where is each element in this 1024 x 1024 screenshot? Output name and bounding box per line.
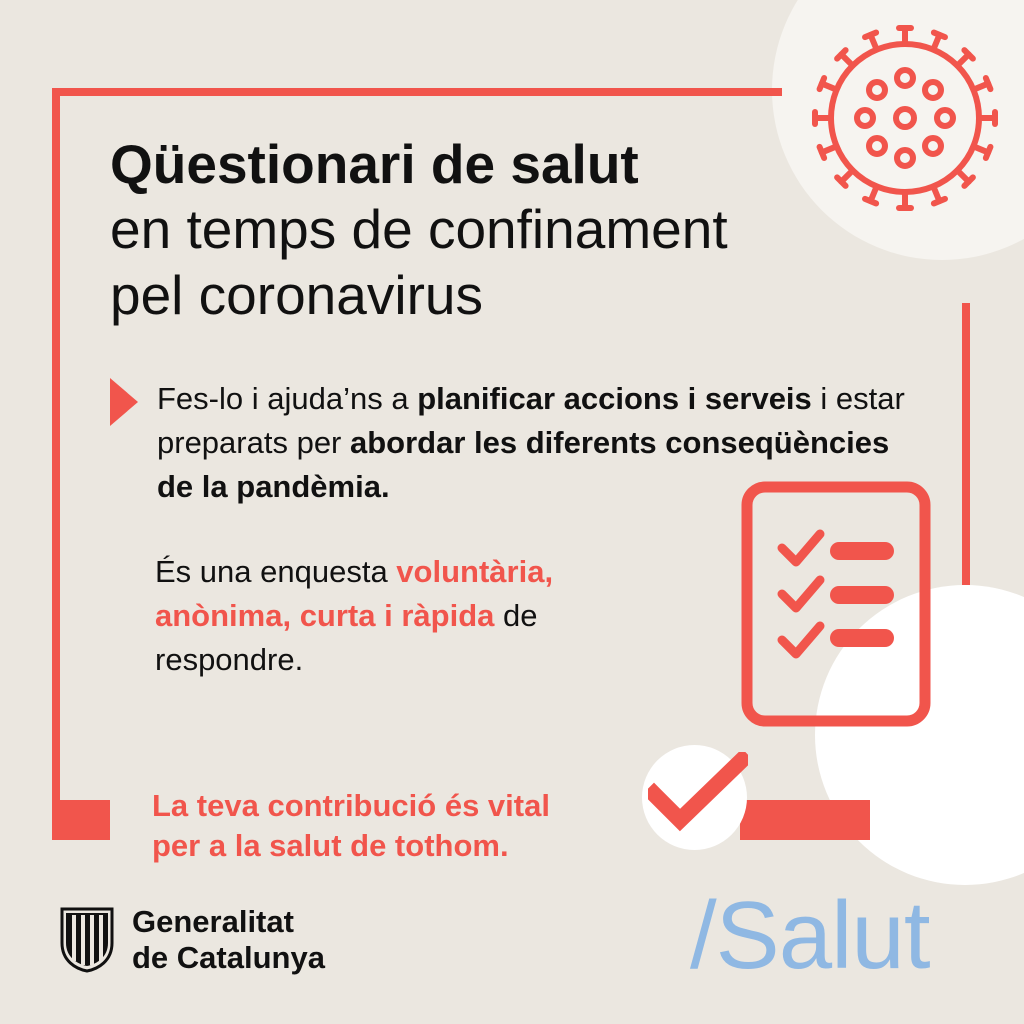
clipboard-checklist-icon bbox=[738, 478, 934, 730]
frame-top-bar bbox=[52, 88, 782, 96]
checkmark-icon bbox=[648, 752, 748, 842]
virus-icon bbox=[805, 18, 1005, 218]
org-name bbox=[132, 904, 325, 976]
virus-spike-tip bbox=[986, 78, 991, 89]
intro-bold-1: planificar accions i serveis bbox=[417, 381, 812, 416]
subtitle-line-1: en temps de confinament bbox=[110, 198, 728, 260]
survey-text-1: És una enquesta bbox=[155, 554, 397, 589]
virus-spike-tip bbox=[986, 147, 991, 158]
survey-text-2: de respondre. bbox=[155, 598, 538, 677]
contribution-line-2: per a la salut de tothom. bbox=[152, 828, 509, 863]
frame-right-bar bbox=[962, 303, 970, 585]
frame-left-bar bbox=[52, 88, 60, 818]
intro-text-1: Fes-lo i ajuda’ns a bbox=[157, 381, 418, 416]
org-name-line-1: Generalitat bbox=[132, 904, 294, 939]
gencat-logo bbox=[58, 905, 116, 973]
page-title: Qüestionari de salut bbox=[110, 133, 639, 195]
virus-spike-tip bbox=[820, 147, 825, 158]
subtitle-line-2: pel coronavirus bbox=[110, 264, 483, 326]
arrow-right-icon bbox=[110, 378, 138, 426]
virus-spike-tip bbox=[934, 199, 945, 204]
virus-spike-tip bbox=[934, 33, 945, 38]
frame-bottom-right-block bbox=[740, 800, 870, 840]
virus-spike-tip bbox=[865, 33, 876, 38]
contribution-message bbox=[152, 786, 652, 866]
page-subtitle bbox=[110, 196, 870, 328]
survey-paragraph bbox=[155, 550, 655, 682]
intro-bold-2: abordar les diferents conseqüències de la pandèmia. bbox=[157, 425, 890, 504]
survey-highlight: voluntària, anònima, curta i ràpida bbox=[155, 554, 554, 633]
intro-text-2: i estar preparats per bbox=[157, 381, 905, 460]
salut-brand: /Salut bbox=[690, 882, 930, 989]
org-name-line-2: de Catalunya bbox=[132, 940, 325, 975]
frame-bottom-left-block bbox=[52, 800, 110, 840]
contribution-line-1: La teva contribució és vital bbox=[152, 788, 550, 823]
virus-spike-tip bbox=[820, 78, 825, 89]
